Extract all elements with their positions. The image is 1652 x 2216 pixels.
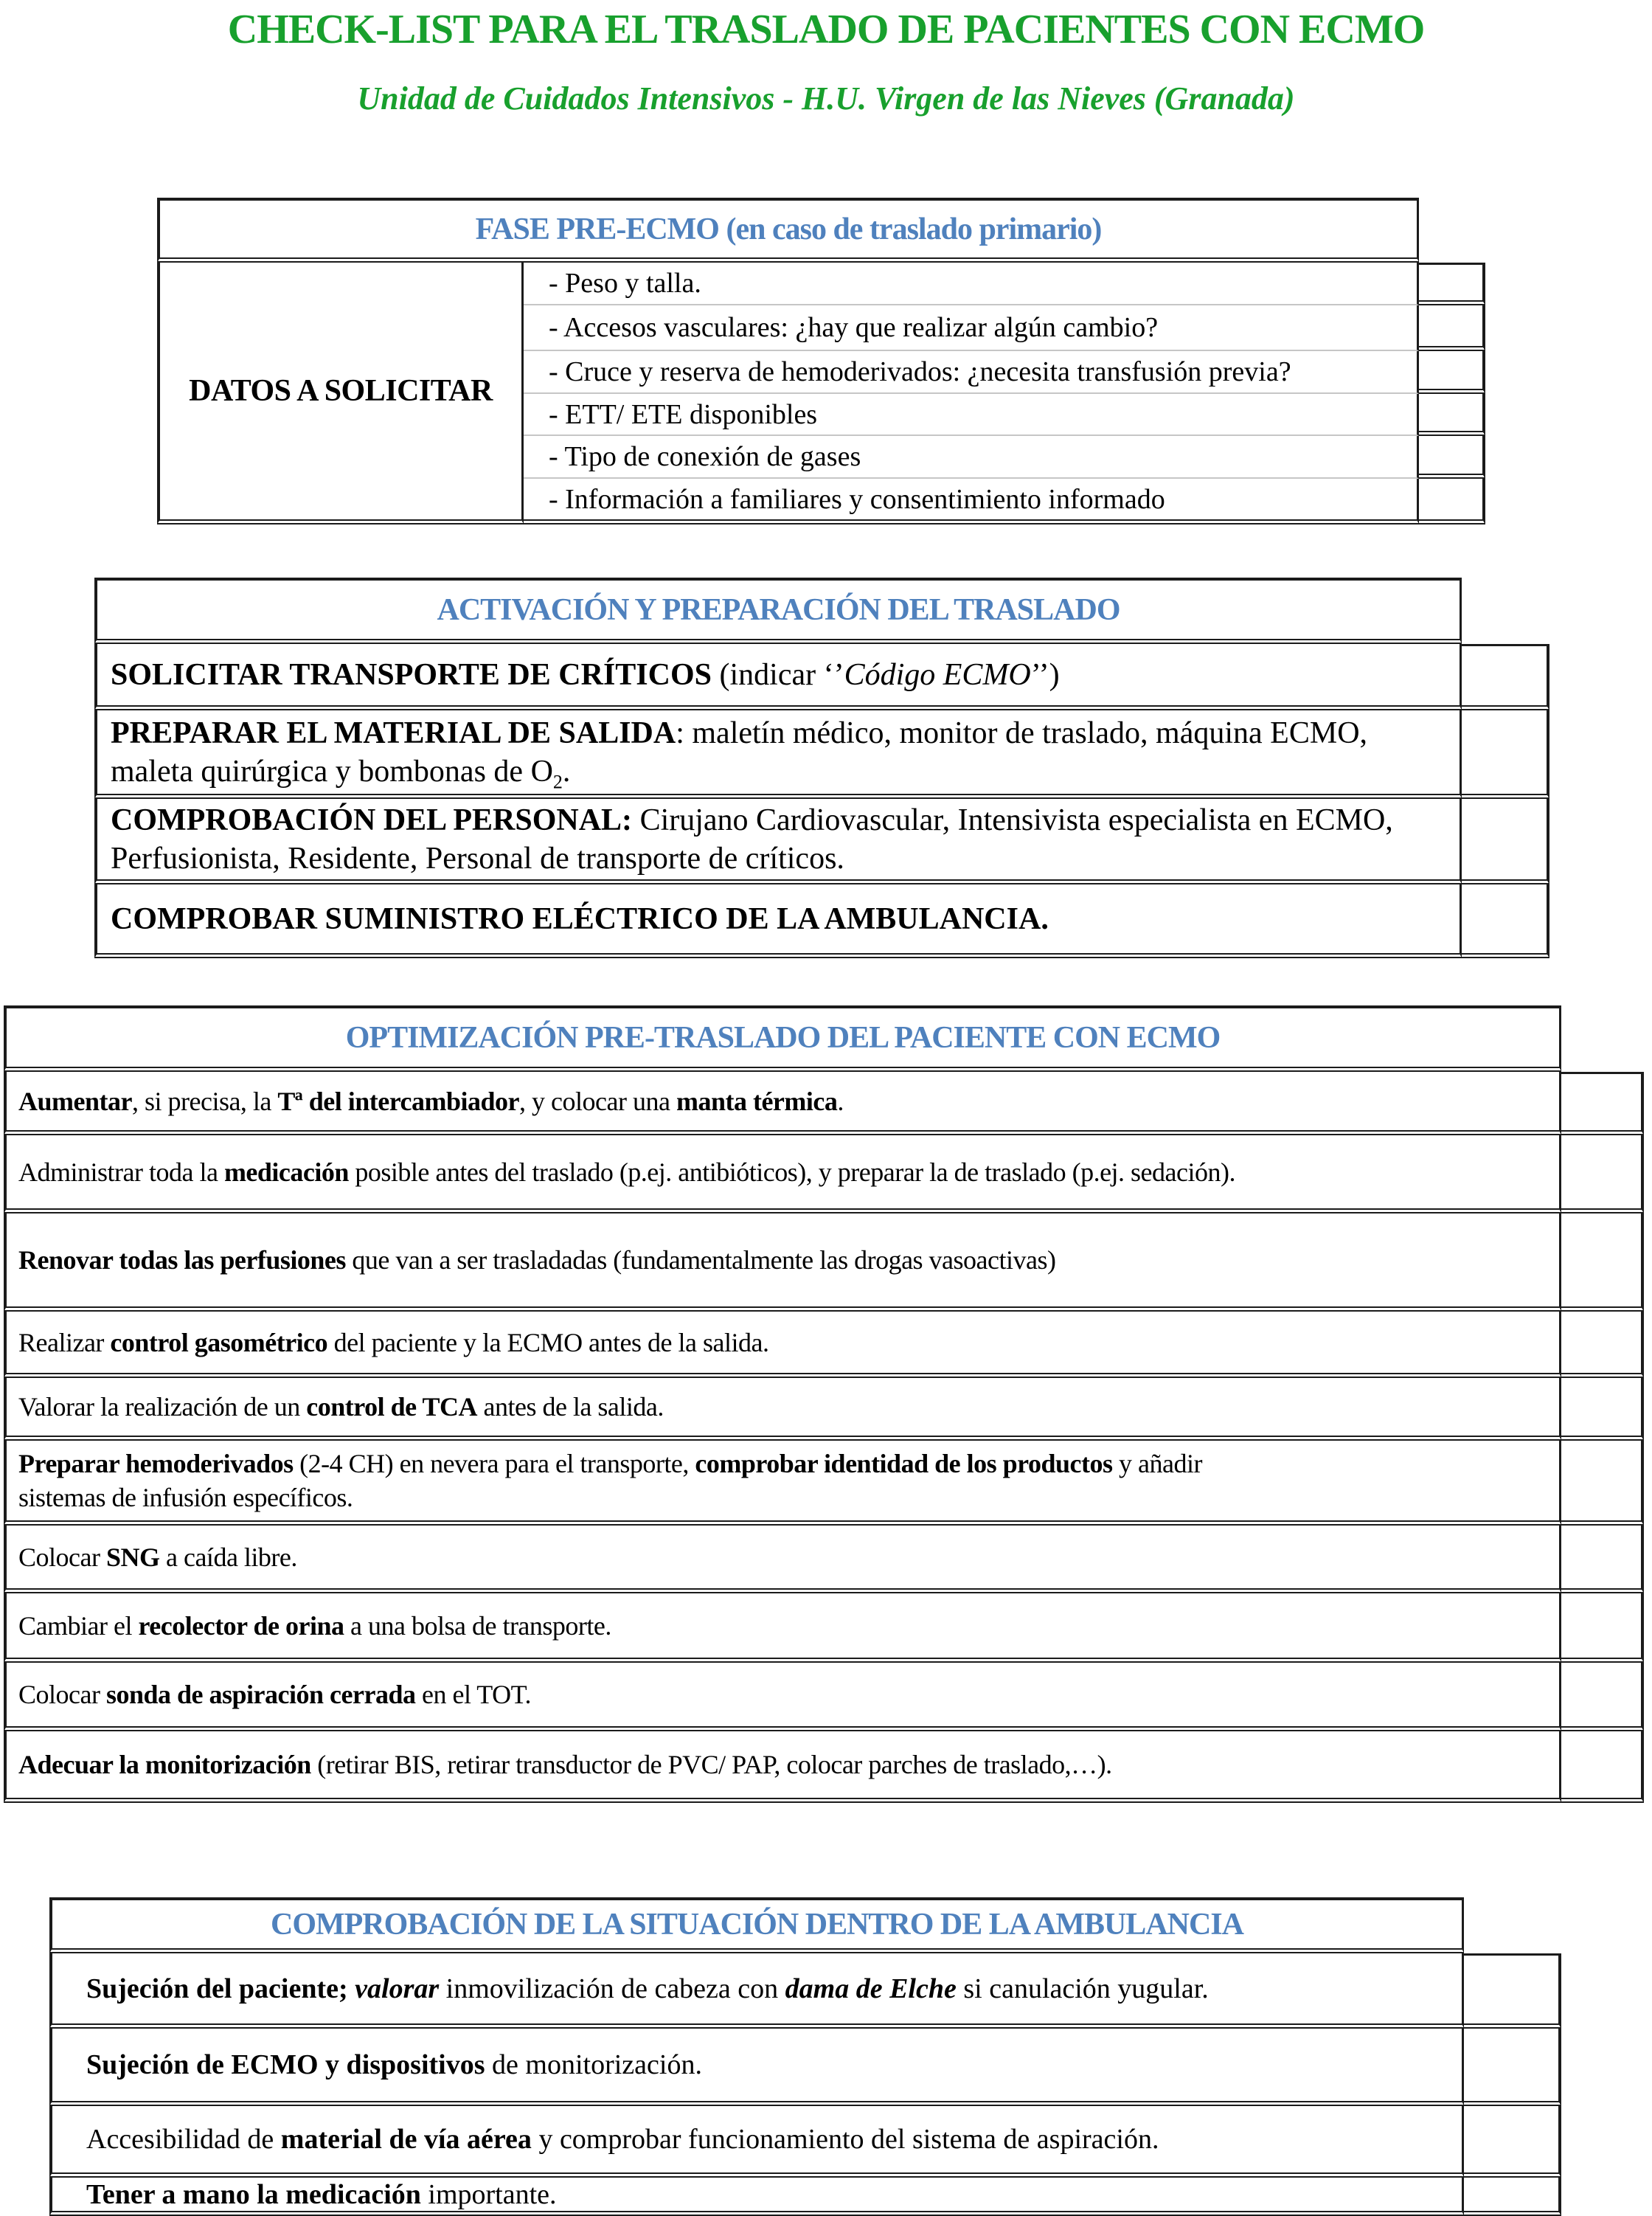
checklist-item: Sujeción de ECMO y dispositivos de monitorización. <box>49 2029 1464 2106</box>
checkbox-cell[interactable] <box>1462 710 1549 799</box>
table-optimizacion-pre-traslado <box>4 1005 1644 1803</box>
table-header-optimizacion: OPTIMIZACIÓN PRE-TRASLADO DEL PACIENTE CON ECMO <box>4 1005 1561 1072</box>
checklist-item: - Cruce y reserva de hemoderivados: ¿necesita transfusión previa? <box>524 351 1419 394</box>
page-title: CHECK-LIST PARA EL TRASLADO DE PACIENTES CON ECMO <box>227 7 1425 52</box>
checkbox-cell[interactable] <box>1464 2106 1561 2178</box>
checkbox-cell[interactable] <box>1419 436 1485 479</box>
checkbox-cell[interactable] <box>1561 1135 1644 1213</box>
checkbox-cell[interactable] <box>1561 1526 1644 1593</box>
checklist-item: PREPARAR EL MATERIAL DE SALIDA: maletín médico, monitor de traslado, máquina ECMO, maleta quirúrgica y bombonas de $O_2$. <box>94 710 1462 799</box>
checkbox-cell[interactable] <box>1464 2029 1561 2106</box>
checklist-item: Tener a mano la medicación importante. <box>49 2178 1464 2216</box>
checkbox-cell[interactable] <box>1419 351 1485 394</box>
checklist-item: - ETT/ ETE disponibles <box>524 394 1419 436</box>
checkbox-cell[interactable] <box>1419 263 1485 305</box>
checklist-item: Colocar sonda de aspiración cerrada en el TOT. <box>4 1663 1561 1731</box>
checklist-item: - Tipo de conexión de gases <box>524 436 1419 479</box>
checklist-item: COMPROBACIÓN DEL PERSONAL: Cirujano Cardiovascular, Intensivista especialista en ECMO, Perfusionista, Residente, Personal de transporte de críticos. <box>94 799 1462 884</box>
checkbox-cell[interactable] <box>1462 644 1549 710</box>
table-header-activacion: ACTIVACIÓN Y PREPARACIÓN DEL TRASLADO <box>94 578 1462 644</box>
table-activacion-preparacion <box>94 578 1549 958</box>
checkbox-cell[interactable] <box>1462 884 1549 958</box>
checklist-item: Sujeción del paciente; valorar inmovilización de cabeza con dama de Elche si canulación yugular. <box>49 1953 1464 2029</box>
checklist-item: - Información a familiares y consentimiento informado <box>524 479 1419 524</box>
checkbox-cell[interactable] <box>1561 1312 1644 1378</box>
table-header-fase-pre-ecmo: FASE PRE-ECMO (en caso de traslado primario) <box>157 198 1419 263</box>
checklist-item: - Accesos vasculares: ¿hay que realizar algún cambio? <box>524 305 1419 351</box>
checkbox-cell[interactable] <box>1561 1213 1644 1312</box>
table-comprobacion-ambulancia <box>49 1897 1561 2216</box>
checklist-item: Colocar SNG a caída libre. <box>4 1526 1561 1593</box>
checklist-item: Administrar toda la medicación posible antes del traslado (p.ej. antibióticos), y preparar la de traslado (p.ej. sedación). <box>4 1135 1561 1213</box>
checklist-item: Valorar la realización de un control de TCA antes de la salida. <box>4 1378 1561 1441</box>
checklist-item: SOLICITAR TRANSPORTE DE CRÍTICOS (indicar ‘’Código ECMO’’) <box>94 644 1462 710</box>
page-subtitle: Unidad de Cuidados Intensivos - H.U. Virgen de las Nieves (Granada) <box>357 80 1295 117</box>
checkbox-cell[interactable] <box>1464 1953 1561 2029</box>
checkbox-cell[interactable] <box>1561 1441 1644 1526</box>
table-header-ambulancia: COMPROBACIÓN DE LA SITUACIÓN DENTRO DE LA AMBULANCIA <box>49 1897 1464 1953</box>
checkbox-cell[interactable] <box>1419 394 1485 436</box>
checkbox-cell[interactable] <box>1464 2178 1561 2216</box>
checkbox-cell[interactable] <box>1561 1593 1644 1663</box>
checkbox-cell[interactable] <box>1561 1663 1644 1731</box>
checklist-item: Aumentar, si precisa, la Tª del intercambiador, y colocar una manta térmica. <box>4 1072 1561 1135</box>
checklist-item: Realizar control gasométrico del paciente y la ECMO antes de la salida. <box>4 1312 1561 1378</box>
datos-a-solicitar-label: DATOS A SOLICITAR <box>157 263 524 524</box>
checkbox-cell[interactable] <box>1561 1378 1644 1441</box>
checklist-item: - Peso y talla. <box>524 263 1419 305</box>
checkbox-cell[interactable] <box>1462 799 1549 884</box>
checkbox-cell[interactable] <box>1419 305 1485 351</box>
checklist-item: Preparar hemoderivados (2-4 CH) en nevera para el transporte, comprobar identidad de los productos y añadir sistemas de infusión específicos. <box>4 1441 1561 1526</box>
checklist-item: Adecuar la monitorización (retirar BIS, retirar transductor de PVC/ PAP, colocar parches de traslado,…). <box>4 1731 1561 1803</box>
checklist-item: Renovar todas las perfusiones que van a ser trasladadas (fundamentalmente las drogas vasoactivas) <box>4 1213 1561 1312</box>
checklist-item: COMPROBAR SUMINISTRO ELÉCTRICO DE LA AMBULANCIA. <box>94 884 1462 958</box>
checkbox-cell[interactable] <box>1561 1731 1644 1803</box>
checkbox-cell[interactable] <box>1419 479 1485 524</box>
table-fase-pre-ecmo <box>157 198 1485 524</box>
checklist-item: Cambiar el recolector de orina a una bolsa de transporte. <box>4 1593 1561 1663</box>
checkbox-cell[interactable] <box>1561 1072 1644 1135</box>
checklist-item: Accesibilidad de material de vía aérea y comprobar funcionamiento del sistema de aspiración. <box>49 2106 1464 2178</box>
